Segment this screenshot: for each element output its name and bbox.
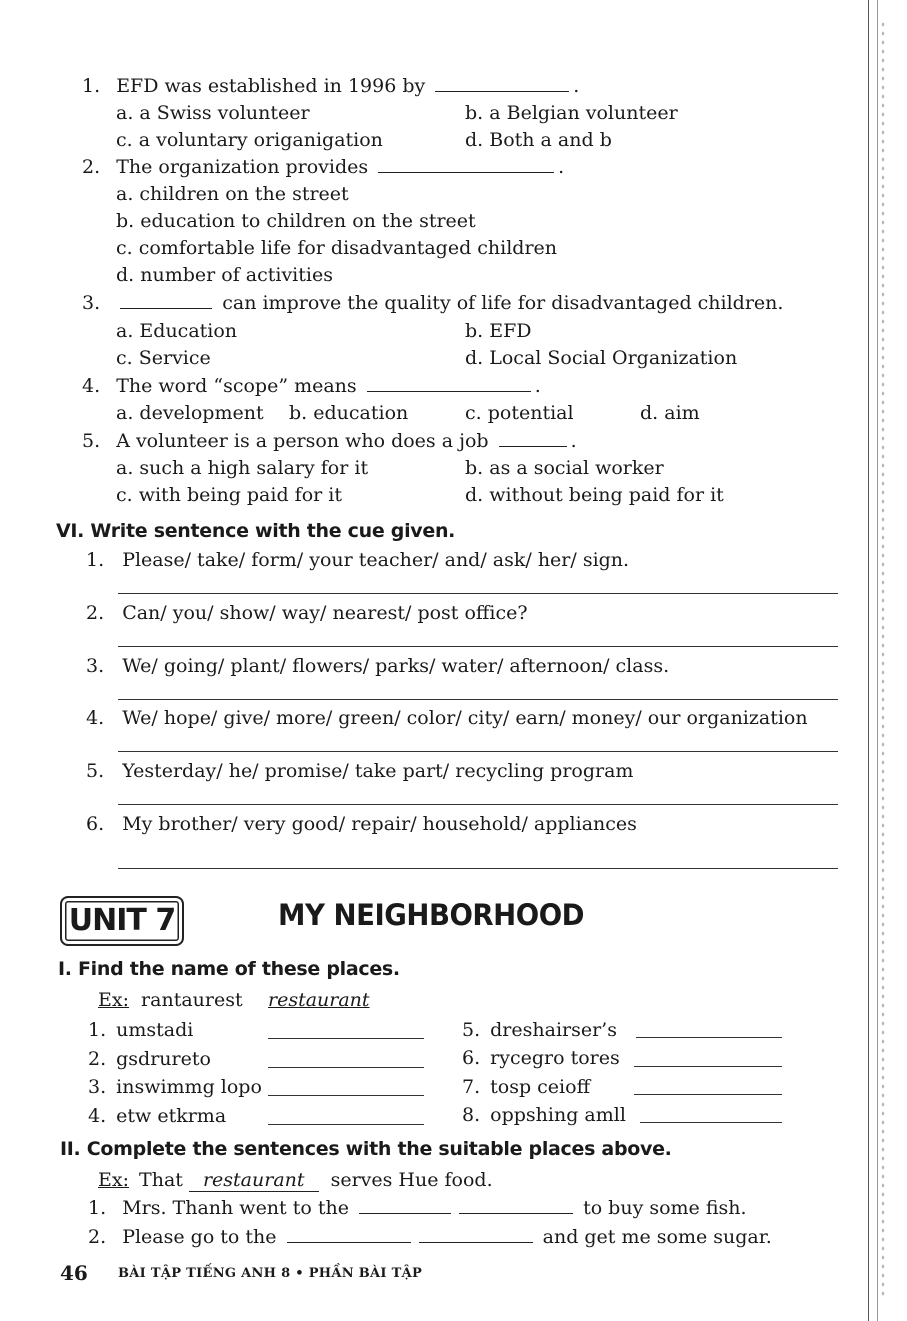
footer-text: BÀI TẬP TIẾNG ANH 8 • PHẦN BÀI TẬP <box>118 1266 423 1281</box>
example-label: Ex: <box>98 1169 129 1191</box>
item-number: 5. <box>462 1019 481 1041</box>
option[interactable]: a. a Swiss volunteer <box>116 102 310 124</box>
option[interactable]: d. aim <box>640 402 700 424</box>
example-row <box>98 989 370 1011</box>
answer-blank[interactable] <box>378 172 554 173</box>
scrambled-item <box>462 1076 590 1098</box>
answer-line[interactable] <box>118 699 838 700</box>
answer-blank[interactable] <box>499 446 567 447</box>
question-number: 3. <box>82 292 101 314</box>
option[interactable]: c. with being paid for it <box>116 484 342 506</box>
answer-blank[interactable] <box>120 308 212 309</box>
example-answer: restaurant <box>268 989 370 1011</box>
cue-text: Can/ you/ show/ way/ nearest/ post office? <box>122 602 528 624</box>
option[interactable]: c. a voluntary origanigation <box>116 129 383 151</box>
item-number: 8. <box>462 1104 481 1126</box>
question-number: 1. <box>82 75 101 97</box>
sentence-cue <box>86 760 633 782</box>
item-number: 3. <box>88 1076 107 1098</box>
section-heading: VI. Write sentence with the cue given. <box>56 520 456 542</box>
cue-text: Please/ take/ form/ your teacher/ and/ ask/ her/ sign. <box>122 549 630 571</box>
option[interactable]: d. number of activities <box>116 264 333 286</box>
answer-blank[interactable] <box>359 1213 451 1214</box>
sentence-text: Mrs. Thanh went to the <box>122 1197 349 1219</box>
sentence-text: Please go to the <box>122 1226 277 1248</box>
option[interactable]: a. development <box>116 402 264 424</box>
example-text: That <box>139 1169 183 1191</box>
scrambled-word: rycegro tores <box>490 1047 620 1069</box>
answer-line[interactable] <box>634 1066 782 1067</box>
example-answer: restaurant <box>189 1171 319 1192</box>
answer-line[interactable] <box>268 1124 424 1125</box>
question-stem-end: . <box>534 375 541 397</box>
item-number: 2. <box>88 1048 107 1070</box>
option[interactable]: b. education <box>289 402 409 424</box>
item-number: 7. <box>462 1076 481 1098</box>
complete-sentence <box>88 1197 747 1219</box>
item-number: 6. <box>462 1047 481 1069</box>
answer-blank[interactable] <box>287 1242 411 1243</box>
sentence-cue <box>86 813 637 835</box>
item-number: 2. <box>86 602 105 624</box>
option[interactable]: b. EFD <box>465 320 532 342</box>
question-number: 2. <box>82 156 101 178</box>
item-number: 4. <box>86 707 105 729</box>
page-number: 46 <box>60 1261 88 1285</box>
example-row <box>98 1169 493 1192</box>
example-word: rantaurest <box>141 989 243 1011</box>
section-heading: I. Find the name of these places. <box>58 958 400 980</box>
answer-line[interactable] <box>118 751 838 752</box>
example-label: Ex: <box>98 989 129 1011</box>
scrambled-word: etw etkrma <box>116 1105 227 1127</box>
scrambled-word: oppshing amll <box>490 1104 626 1126</box>
question-2 <box>82 156 564 178</box>
scrambled-item <box>462 1019 617 1041</box>
answer-line[interactable] <box>268 1067 424 1068</box>
scrambled-item <box>462 1047 620 1069</box>
sentence-text: and get me some sugar. <box>542 1226 772 1248</box>
scrambled-word: umstadi <box>116 1019 194 1041</box>
scrambled-item <box>462 1104 626 1126</box>
scrambled-word: tosp ceioff <box>490 1076 591 1098</box>
cue-text: We/ going/ plant/ flowers/ parks/ water/ afternoon/ class. <box>122 655 670 677</box>
option[interactable]: b. a Belgian volunteer <box>465 102 678 124</box>
option[interactable]: a. children on the street <box>116 183 349 205</box>
item-number: 1. <box>86 549 105 571</box>
item-number: 6. <box>86 813 105 835</box>
question-4 <box>82 375 541 397</box>
example-text: serves Hue food. <box>330 1169 493 1191</box>
answer-line[interactable] <box>268 1095 424 1096</box>
question-stem: A volunteer is a person who does a job <box>116 430 489 452</box>
answer-line[interactable] <box>640 1122 782 1123</box>
sentence-cue <box>86 602 528 624</box>
question-1 <box>82 75 579 97</box>
sentence-cue <box>86 549 629 571</box>
item-number: 3. <box>86 655 105 677</box>
complete-sentence <box>88 1226 772 1248</box>
question-stem: can improve the quality of life for disadvantaged children. <box>222 292 784 314</box>
answer-blank[interactable] <box>435 91 569 92</box>
option[interactable]: d. Local Social Organization <box>465 347 738 369</box>
question-stem-end: . <box>558 156 565 178</box>
option[interactable]: b. as a social worker <box>465 457 664 479</box>
answer-line[interactable] <box>268 1038 424 1039</box>
answer-blank[interactable] <box>459 1213 573 1214</box>
sentence-cue <box>86 707 808 729</box>
cue-text: We/ hope/ give/ more/ green/ color/ city/ earn/ money/ our organization <box>122 707 808 729</box>
answer-blank[interactable] <box>367 391 531 392</box>
option[interactable]: a. Education <box>116 320 238 342</box>
option[interactable]: c. Service <box>116 347 211 369</box>
item-number: 5. <box>86 760 105 782</box>
question-stem-end: . <box>573 75 580 97</box>
cue-text: Yesterday/ he/ promise/ take part/ recycling program <box>122 760 634 782</box>
option[interactable]: a. such a high salary for it <box>116 457 369 479</box>
sentence-cue <box>86 655 669 677</box>
unit-title: MY NEIGHBORHOOD <box>278 898 585 932</box>
question-3 <box>82 292 783 314</box>
question-stem: EFD was established in 1996 by <box>116 75 426 97</box>
binding-texture <box>880 20 886 1300</box>
option[interactable]: d. Both a and b <box>465 129 612 151</box>
question-5 <box>82 430 577 452</box>
item-number: 1. <box>88 1197 107 1219</box>
option[interactable]: c. comfortable life for disadvantaged children <box>116 237 558 259</box>
question-stem: The word “scope” means <box>116 375 357 397</box>
scrambled-item <box>88 1076 262 1098</box>
unit-badge: UNIT 7 <box>60 896 184 946</box>
section-heading: II. Complete the sentences with the suitable places above. <box>60 1138 672 1160</box>
item-number: 4. <box>88 1105 107 1127</box>
answer-line[interactable] <box>118 646 838 647</box>
item-number: 1. <box>88 1019 107 1041</box>
question-stem-end: . <box>570 430 577 452</box>
option[interactable]: b. education to children on the street <box>116 210 476 232</box>
scrambled-word: inswimmg lopo <box>116 1076 262 1098</box>
answer-line[interactable] <box>118 804 838 805</box>
question-number: 5. <box>82 430 101 452</box>
answer-blank[interactable] <box>419 1242 533 1243</box>
option[interactable]: d. without being paid for it <box>465 484 724 506</box>
question-stem: The organization provides <box>116 156 369 178</box>
scrambled-item <box>88 1105 226 1127</box>
cue-text: My brother/ very good/ repair/ household/ appliances <box>122 813 637 835</box>
answer-line[interactable] <box>118 868 838 869</box>
answer-line[interactable] <box>636 1037 782 1038</box>
scrambled-word: gsdrureto <box>116 1048 211 1070</box>
scrambled-word: dreshairser’s <box>490 1019 617 1041</box>
page-binding-edge <box>868 0 878 1321</box>
scrambled-item <box>88 1019 193 1041</box>
sentence-text: to buy some fish. <box>583 1197 747 1219</box>
question-number: 4. <box>82 375 101 397</box>
option[interactable]: c. potential <box>465 402 574 424</box>
answer-line[interactable] <box>118 593 838 594</box>
scrambled-item <box>88 1048 211 1070</box>
answer-line[interactable] <box>634 1094 782 1095</box>
item-number: 2. <box>88 1226 107 1248</box>
